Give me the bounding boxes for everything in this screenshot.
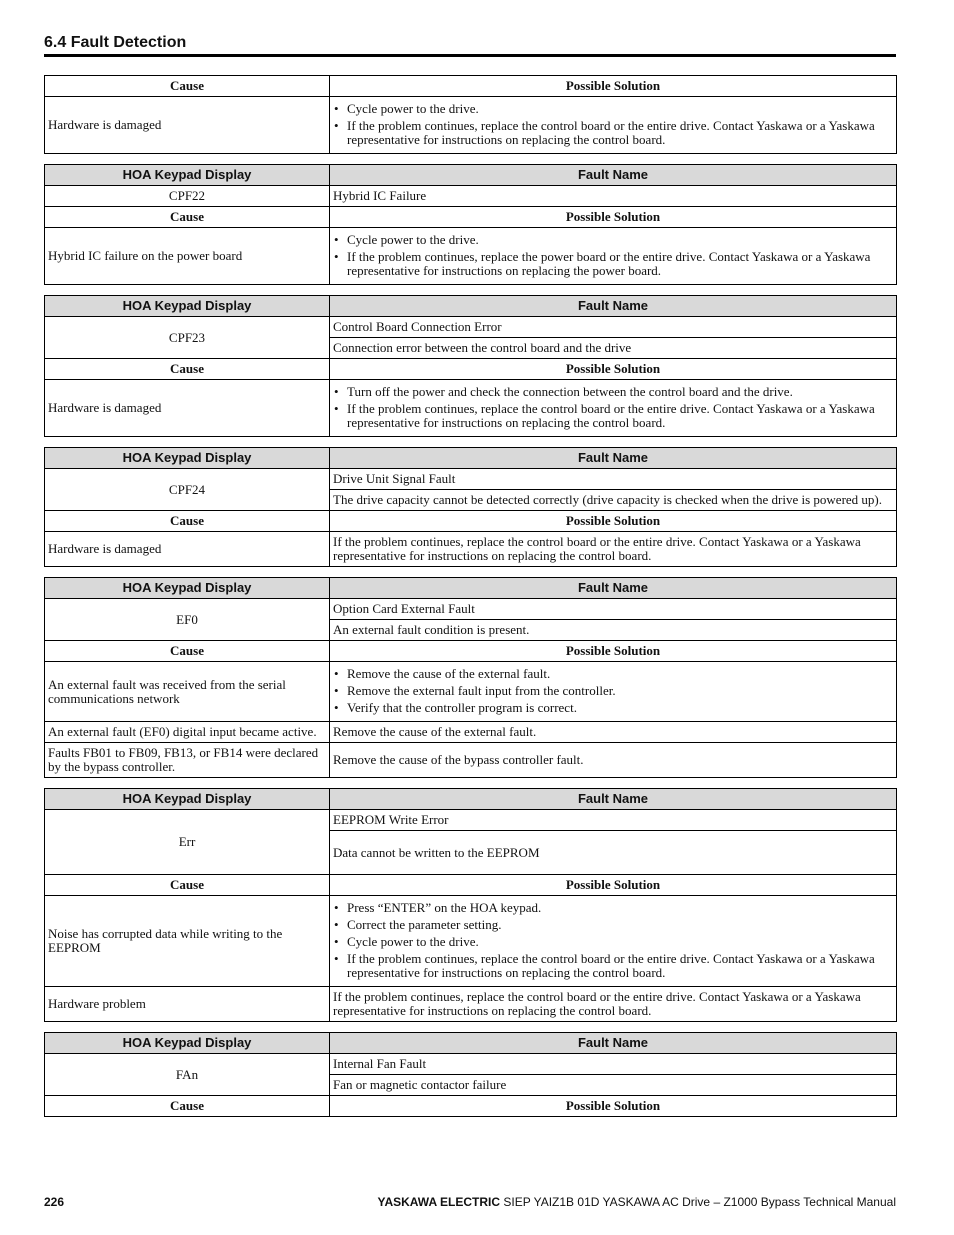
fault-description: Fan or magnetic contactor failure xyxy=(330,1075,897,1096)
table-row xyxy=(45,743,897,778)
cause-header-row xyxy=(45,641,897,662)
solution-header: Possible Solution xyxy=(330,1096,897,1117)
page-header xyxy=(44,34,896,52)
solution-cell: Remove the cause of the bypass controller fault. xyxy=(330,743,897,778)
solution-item: • Press “ENTER” on the HOA keypad. xyxy=(333,901,893,915)
display-header-row xyxy=(45,1033,897,1054)
fault-name: Drive Unit Signal Fault xyxy=(330,469,897,490)
table-row xyxy=(45,186,897,207)
display-header-row xyxy=(45,165,897,186)
solution-list xyxy=(333,901,893,980)
display-header-row xyxy=(45,448,897,469)
cause-header-row xyxy=(45,359,897,380)
fault-name-header: Fault Name xyxy=(330,789,897,810)
solution-cell: If the problem continues, replace the control board or the entire drive. Contact Yaskawa or a Yaskawa representative for instructions on replacing the control board. xyxy=(330,987,897,1022)
fault-code: CPF22 xyxy=(45,186,330,207)
table-row xyxy=(45,1054,897,1075)
cause-header-row xyxy=(45,875,897,896)
fault-table-cpf23 xyxy=(44,295,897,437)
solution-list xyxy=(333,233,893,278)
solution-item: • If the problem continues, replace the control board or the entire drive. Contact Yaskawa or a Yaskawa representative for instructions on replacing the control board. xyxy=(333,952,893,980)
header-divider xyxy=(44,54,896,57)
cause-header: Cause xyxy=(45,359,330,380)
solution-item: • If the problem continues, replace the power board or the entire drive. Contact Yaskawa or a Yaskawa representative for instructions on replacing the power board. xyxy=(333,250,893,278)
solution-cell xyxy=(330,97,897,154)
table-row xyxy=(45,722,897,743)
fault-name-header: Fault Name xyxy=(330,296,897,317)
cause-cell: Hardware is damaged xyxy=(45,532,330,567)
fault-code: CPF23 xyxy=(45,317,330,359)
cause-cell: Noise has corrupted data while writing to the EEPROM xyxy=(45,896,330,987)
fault-table-cpf24 xyxy=(44,447,897,567)
fault-name-header: Fault Name xyxy=(330,165,897,186)
footer-doc-info xyxy=(378,1195,896,1209)
cause-header: Cause xyxy=(45,76,330,97)
solution-item: • Turn off the power and check the connection between the control board and the drive. xyxy=(333,385,893,399)
solution-item: • Cycle power to the drive. xyxy=(333,102,893,116)
solution-header: Possible Solution xyxy=(330,511,897,532)
cause-cell: Hardware is damaged xyxy=(45,380,330,437)
table-row xyxy=(45,228,897,285)
hoa-display-header: HOA Keypad Display xyxy=(45,165,330,186)
table-row xyxy=(45,662,897,722)
cause-cell: Hardware problem xyxy=(45,987,330,1022)
solution-list xyxy=(333,102,893,147)
display-header-row xyxy=(45,578,897,599)
fault-code: EF0 xyxy=(45,599,330,641)
cause-header-row xyxy=(45,207,897,228)
display-header-row xyxy=(45,296,897,317)
solution-list xyxy=(333,385,893,430)
solution-header: Possible Solution xyxy=(330,875,897,896)
solution-cell xyxy=(330,662,897,722)
fault-name-header: Fault Name xyxy=(330,448,897,469)
solution-cell: If the problem continues, replace the control board or the entire drive. Contact Yaskawa or a Yaskawa representative for instructions on replacing the control board. xyxy=(330,532,897,567)
fault-table-err xyxy=(44,788,897,1022)
table-row xyxy=(45,380,897,437)
fault-tables xyxy=(44,75,896,1127)
solution-cell xyxy=(330,380,897,437)
solution-header: Possible Solution xyxy=(330,76,897,97)
solution-item: • Remove the cause of the external fault. xyxy=(333,667,893,681)
fault-name: Option Card External Fault xyxy=(330,599,897,620)
fault-table-fan xyxy=(44,1032,897,1117)
cause-cell: An external fault was received from the serial communications network xyxy=(45,662,330,722)
cause-cell: Hybrid IC failure on the power board xyxy=(45,228,330,285)
cause-header: Cause xyxy=(45,1096,330,1117)
table-row xyxy=(45,987,897,1022)
cause-cell: An external fault (EF0) digital input became active. xyxy=(45,722,330,743)
fault-name: Control Board Connection Error xyxy=(330,317,897,338)
fault-code: FAn xyxy=(45,1054,330,1096)
solution-item: • If the problem continues, replace the control board or the entire drive. Contact Yaskawa or a Yaskawa representative for instructions on replacing the control board. xyxy=(333,402,893,430)
table-row xyxy=(45,97,897,154)
solution-item: • Correct the parameter setting. xyxy=(333,918,893,932)
hoa-display-header: HOA Keypad Display xyxy=(45,1033,330,1054)
cause-header-row xyxy=(45,511,897,532)
solution-header: Possible Solution xyxy=(330,641,897,662)
solution-header: Possible Solution xyxy=(330,207,897,228)
hoa-display-header: HOA Keypad Display xyxy=(45,296,330,317)
solution-cell xyxy=(330,228,897,285)
solution-item: • Cycle power to the drive. xyxy=(333,233,893,247)
fault-name: EEPROM Write Error xyxy=(330,810,897,831)
cause-cell: Hardware is damaged xyxy=(45,97,330,154)
solution-cell: Remove the cause of the external fault. xyxy=(330,722,897,743)
fault-description: The drive capacity cannot be detected correctly (drive capacity is checked when the drive is powered up). xyxy=(330,490,897,511)
table-row xyxy=(45,599,897,620)
cause-header: Cause xyxy=(45,641,330,662)
fault-code: CPF24 xyxy=(45,469,330,511)
table-row xyxy=(45,896,897,987)
table-row xyxy=(45,317,897,338)
cause-header-row xyxy=(45,1096,897,1117)
solution-cell xyxy=(330,896,897,987)
section-title: 6.4 Fault Detection xyxy=(44,34,187,51)
fault-name: Internal Fan Fault xyxy=(330,1054,897,1075)
fault-description: Data cannot be written to the EEPROM xyxy=(330,831,897,875)
footer-doc-title: SIEP YAIZ1B 01D YASKAWA AC Drive – Z1000 Bypass Technical Manual xyxy=(500,1195,896,1209)
fault-name-header: Fault Name xyxy=(330,1033,897,1054)
hoa-display-header: HOA Keypad Display xyxy=(45,448,330,469)
cause-header: Cause xyxy=(45,875,330,896)
fault-name-header: Fault Name xyxy=(330,578,897,599)
cause-header: Cause xyxy=(45,207,330,228)
solution-list xyxy=(333,667,893,715)
fault-code: Err xyxy=(45,810,330,875)
hoa-display-header: HOA Keypad Display xyxy=(45,789,330,810)
fault-description: An external fault condition is present. xyxy=(330,620,897,641)
display-header-row xyxy=(45,789,897,810)
footer-brand: YASKAWA ELECTRIC xyxy=(377,1195,501,1209)
fault-table-ef0 xyxy=(44,577,897,778)
solution-item: • Cycle power to the drive. xyxy=(333,935,893,949)
cause-header-row xyxy=(45,76,897,97)
fault-description: Connection error between the control board and the drive xyxy=(330,338,897,359)
solution-item: • Remove the external fault input from the controller. xyxy=(333,684,893,698)
page-number: 226 xyxy=(44,1195,65,1209)
cause-header: Cause xyxy=(45,511,330,532)
hoa-display-header: HOA Keypad Display xyxy=(45,578,330,599)
fault-table-continued xyxy=(44,75,897,154)
table-row xyxy=(45,469,897,490)
solution-item: • Verify that the controller program is correct. xyxy=(333,701,893,715)
solution-header: Possible Solution xyxy=(330,359,897,380)
table-row xyxy=(45,810,897,831)
table-row xyxy=(45,532,897,567)
fault-name: Hybrid IC Failure xyxy=(330,186,897,207)
fault-table-cpf22 xyxy=(44,164,897,285)
solution-item: • If the problem continues, replace the control board or the entire drive. Contact Yaskawa or a Yaskawa representative for instructions on replacing the control board. xyxy=(333,119,893,147)
cause-cell: Faults FB01 to FB09, FB13, or FB14 were declared by the bypass controller. xyxy=(45,743,330,778)
